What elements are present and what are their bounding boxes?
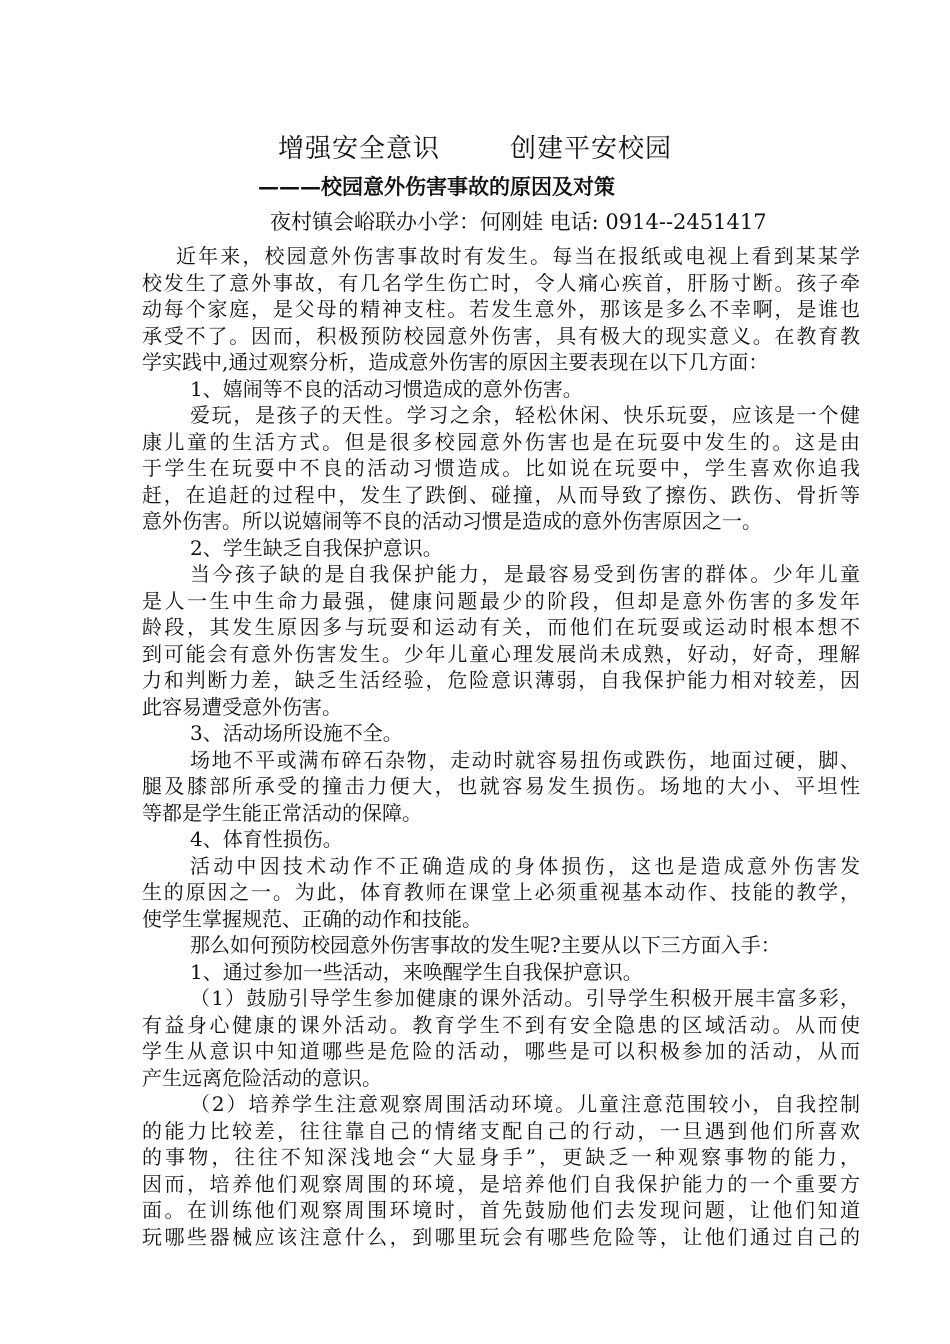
body-line: 近年来，校园意外伤害事故时有发生。每当在报纸或电视上看到某某学: [176, 244, 860, 268]
body-line: 腿及膝部所承受的撞击力便大，也就容易发生损伤。场地的大小、平坦性: [142, 774, 860, 798]
body-line: 康儿童的生活方式。但是很多校园意外伤害也是在玩耍中发生的。这是由: [142, 429, 860, 454]
body-line: （2）培养学生注意观察周围活动环境。儿童注意范围较小，自我控制: [190, 1092, 860, 1116]
body-line: 爱玩，是孩子的天性。学习之余，轻松休闲、快乐玩耍，应该是一个健: [190, 403, 860, 427]
body-line: 活动中因技术动作不正确造成的身体损伤，这也是造成意外伤害发: [190, 853, 860, 878]
body-line: 于学生在玩耍中不良的活动习惯造成。比如说在玩耍中，学生喜欢你追我: [142, 456, 860, 480]
body-line: 力和判断力差，缺乏生活经验，危险意识薄弱，自我保护能力相对较差，因: [142, 668, 860, 692]
section-heading: 1、嬉闹等不良的活动习惯造成的意外伤害。: [190, 376, 583, 401]
body-line: 是人一生中生命力最强，健康问题最少的阶段，但却是意外伤害的多发年: [142, 588, 860, 613]
title-left: 增强安全意识: [277, 134, 440, 164]
body-line: 使学生掌握规范、正确的动作和技能。: [142, 906, 482, 931]
body-line: 意外伤害。所以说嬉闹等不良的活动习惯是造成的意外伤害原因之一。: [142, 509, 762, 533]
body-line: 那么如何预防校园意外伤害事故的发生呢?主要从以下三方面入手：: [190, 933, 781, 957]
author-line: 夜村镇会峪联办小学：何刚娃 电话: 0914--2451417: [270, 210, 767, 234]
body-line: 赶，在追赶的过程中，发生了跌倒、碰撞，从而导致了擦伤、跌伤、骨折等: [142, 482, 860, 507]
document-body: [142, 243, 860, 1250]
body-line: 的事物，往往不知深浅地会“大显身手”，更缺乏一种观察事物的能力，: [142, 1145, 860, 1169]
body-line: 等都是学生能正常活动的保障。: [142, 800, 422, 825]
body-line: 学生从意识中知道哪些是危险的活动，哪些是可以积极参加的活动，从而: [142, 1039, 860, 1063]
document-title: [0, 130, 950, 168]
body-line: 此容易遭受意外伤害。: [142, 694, 342, 719]
body-line: 面。在训练他们观察周围环境时，首先鼓励他们去发现问题，让他们知道: [142, 1198, 860, 1222]
body-line: 承受不了。因而，积极预防校园意外伤害，具有极大的现实意义。在教育教: [142, 323, 860, 348]
body-line: 生的原因之一。为此，体育教师在课堂上必须重视基本动作、技能的教学，: [142, 880, 860, 904]
body-line: 场地不平或满布碎石杂物，走动时就容易扭伤或跌伤，地面过硬，脚、: [190, 747, 860, 772]
body-line: 因而，培养他们观察周围的环境，是培养他们自我保护能力的一个重要方: [142, 1171, 860, 1196]
body-line: 产生远离危险活动的意识。: [142, 1065, 382, 1090]
body-line: 玩哪些器械应该注意什么，到哪里玩会有哪些危险等，让他们通过自己的: [142, 1224, 860, 1249]
body-line: 动每个家庭，是父母的精神支柱。若发生意外，那该是多么不幸啊，是谁也: [142, 297, 860, 321]
body-line: 当今孩子缺的是自我保护能力，是最容易受到伤害的群体。少年儿童: [190, 562, 860, 586]
body-line: 到可能会有意外伤害发生。少年儿童心理发展尚未成熟，好动，好奇，理解: [142, 641, 860, 666]
body-line: （1）鼓励引导学生参加健康的课外活动。引导学生积极开展丰富多彩，: [190, 986, 860, 1010]
body-line: 的能力比较差，往往靠自己的情绪支配自己的行动，一旦遇到他们所喜欢: [142, 1118, 860, 1143]
body-line: 学实践中,通过观察分析，造成意外伤害的原因主要表现在以下几方面：: [142, 350, 769, 374]
body-line: 有益身心健康的课外活动。教育学生不到有安全隐患的区域活动。从而使: [142, 1012, 860, 1037]
body-line: 龄段，其发生原因多与玩耍和运动有关，而他们在玩耍或运动时根本想不: [142, 615, 860, 639]
document-subtitle: ———校园意外伤害事故的原因及对策: [258, 174, 615, 199]
body-line: 校发生了意外事故，有几名学生伤亡时，令人痛心疾首，肝肠寸断。孩子牵: [142, 270, 860, 295]
section-heading: 4、体育性损伤。: [190, 827, 343, 851]
section-heading: 3、活动场所设施不全。: [190, 721, 403, 745]
section-heading: 2、学生缺乏自我保护意识。: [190, 535, 443, 560]
section-heading: 1、通过参加一些活动，来唤醒学生自我保护意识。: [190, 959, 643, 984]
title-right: 创建平安校园: [510, 134, 673, 164]
